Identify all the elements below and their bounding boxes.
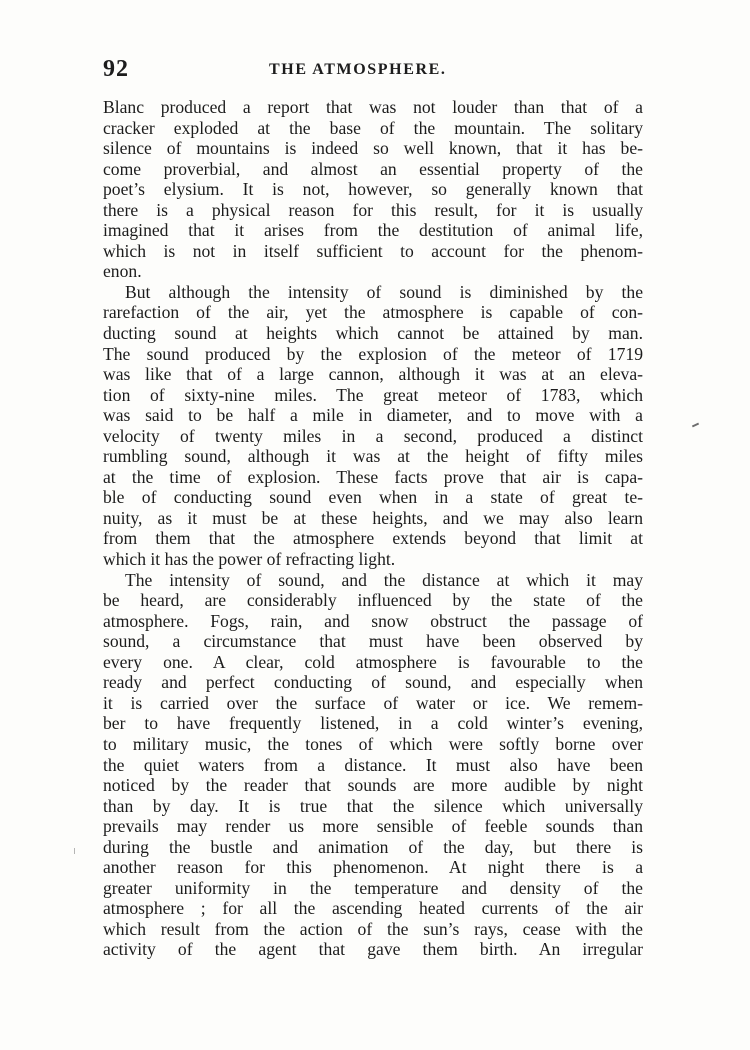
page-header [103, 56, 645, 86]
text-line: was said to be half a mile in diameter, and to move with a [103, 405, 643, 426]
text-line: another reason for this phenomenon. At night there is a [103, 857, 643, 878]
page-number: 92 [103, 56, 129, 82]
text-line: which result from the action of the sun’s rays, cease with the [103, 918, 643, 939]
running-head: THE ATMOSPHERE. [269, 61, 447, 78]
text-line: The sound produced by the explosion of the meteor of 1719 [103, 343, 643, 364]
text-line: activity of the agent that gave them birth. An irregular [103, 939, 643, 960]
text-line: sound, a circumstance that must have been observed by [103, 631, 643, 652]
margin-mark [692, 423, 699, 428]
text-line: rarefaction of the air, yet the atmosphere is capable of con- [103, 302, 643, 323]
text-line: prevails may render us more sensible of feeble sounds than [103, 816, 643, 837]
text-line: ber to have frequently listened, in a cold winter’s evening, [103, 713, 643, 734]
text-line: at the time of explosion. These facts prove that air is capa- [103, 466, 643, 487]
text-line: every one. A clear, cold atmosphere is favourable to the [103, 651, 643, 672]
text-line: was like that of a large cannon, although it was at an eleva- [103, 364, 643, 385]
body-text [103, 97, 643, 960]
text-line: to military music, the tones of which were softly borne over [103, 733, 643, 754]
text-line: atmosphere ; for all the ascending heated currents of the air [103, 898, 643, 919]
text-line: greater uniformity in the temperature and density of the [103, 877, 643, 898]
text-line: noticed by the reader that sounds are more audible by night [103, 775, 643, 796]
text-line: during the bustle and animation of the day, but there is [103, 836, 643, 857]
text-line: tion of sixty-nine miles. The great meteor of 1783, which [103, 384, 643, 405]
text-line: nuity, as it must be at these heights, and we may also learn [103, 507, 643, 528]
text-line: be heard, are considerably influenced by the state of the [103, 590, 643, 611]
text-line: But although the intensity of sound is diminished by the [125, 281, 643, 302]
text-line: which is not in itself sufficient to account for the phenom- [103, 240, 643, 261]
paragraph [103, 570, 643, 960]
paragraph [103, 282, 643, 570]
text-line: The intensity of sound, and the distance at which it may [125, 569, 643, 590]
text-line: there is a physical reason for this result, for it is usually [103, 199, 643, 220]
text-line: it is carried over the surface of water or ice. We remem- [103, 692, 643, 713]
text-line: cracker exploded at the base of the mountain. The solitary [103, 117, 643, 138]
text-line: silence of mountains is indeed so well known, that it has be- [103, 138, 643, 159]
text-line: imagined that it arises from the destitution of animal life, [103, 220, 643, 241]
margin-speck [74, 848, 75, 854]
text-line: ducting sound at heights which cannot be attained by man. [103, 323, 643, 344]
text-line: enon. [103, 261, 142, 282]
text-line: poet’s elysium. It is not, however, so generally known that [103, 179, 643, 200]
text-line: ble of conducting sound even when in a state of great te- [103, 487, 643, 508]
paragraph [103, 97, 643, 282]
text-line: velocity of twenty miles in a second, produced a distinct [103, 425, 643, 446]
text-line: rumbling sound, although it was at the height of fifty miles [103, 446, 643, 467]
text-line: the quiet waters from a distance. It must also have been [103, 754, 643, 775]
text-line: than by day. It is true that the silence which universally [103, 795, 643, 816]
text-line: atmosphere. Fogs, rain, and snow obstruct the passage of [103, 610, 643, 631]
text-line: ready and perfect conducting of sound, and especially when [103, 672, 643, 693]
text-line: which it has the power of refracting light. [103, 549, 396, 570]
text-line: Blanc produced a report that was not louder than that of a [103, 97, 643, 117]
text-line: from them that the atmosphere extends beyond that limit at [103, 528, 643, 549]
text-line: come proverbial, and almost an essential property of the [103, 158, 643, 179]
